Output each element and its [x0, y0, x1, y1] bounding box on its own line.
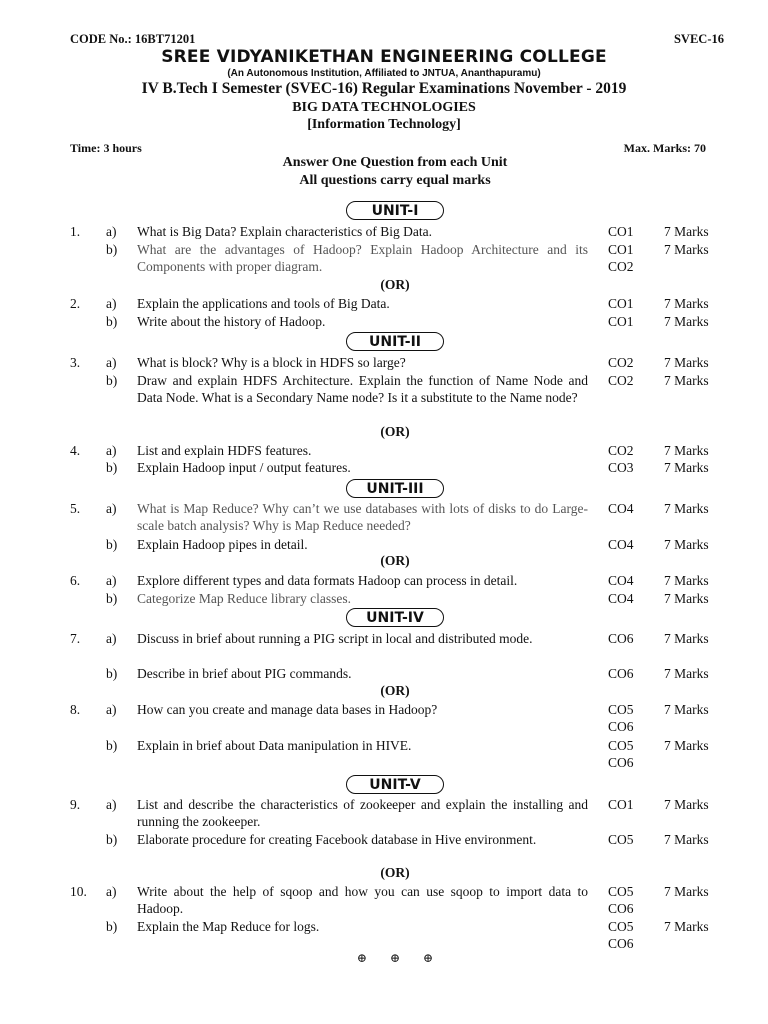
question-text: What is Map Reduce? Why can’t we use databases with lots of disks to do Large-scale batch analysis? Why is Map Reduce needed?: [137, 501, 588, 533]
question-text: Explain Hadoop input / output features.: [137, 460, 351, 475]
course-outcome: CO2: [608, 373, 634, 388]
instruction-equal-marks: All questions carry equal marks: [299, 173, 491, 188]
question-marks: 7 Marks: [664, 884, 709, 899]
subject-title: BIG DATA TECHNOLOGIES: [292, 100, 476, 115]
question-text: Discuss in brief about running a PIG script in local and distributed mode.: [137, 631, 533, 646]
time-marks-row: [70, 141, 706, 156]
question-text: Explain Hadoop pipes in detail.: [137, 537, 308, 552]
question-part: b): [106, 537, 118, 552]
course-outcome: CO5 CO6: [608, 738, 634, 770]
question-part: b): [106, 832, 118, 847]
question-part: b): [106, 919, 118, 934]
course-outcome: CO6: [608, 666, 634, 681]
branch-name: [Information Technology]: [307, 117, 461, 132]
course-outcome: CO5 CO6: [608, 702, 634, 734]
question-part: a): [106, 443, 117, 458]
question-text: Explain in brief about Data manipulation in HIVE.: [137, 738, 412, 753]
question-number: 5.: [70, 501, 81, 516]
question-part: a): [106, 631, 117, 646]
question-text: Explain the applications and tools of Big Data.: [137, 296, 390, 311]
question-part: b): [106, 373, 118, 388]
question-text: Write about the history of Hadoop.: [137, 314, 326, 329]
question-text: Draw and explain HDFS Architecture. Explain the function of Name Node and Data Node. What is a Secondary Name node? Is it a substitute to the Name node?: [137, 373, 588, 405]
question-number: 6.: [70, 573, 81, 588]
course-outcome: CO4: [608, 501, 634, 516]
or-separator: (OR): [380, 553, 410, 568]
question-part: a): [106, 797, 117, 812]
course-outcome: CO1: [608, 797, 634, 812]
question-number: 10.: [70, 884, 87, 899]
question-text: List and describe the characteristics of zookeeper and explain the installing and running the zookeeper.: [137, 797, 588, 829]
course-outcome: CO2: [608, 443, 634, 458]
question-part: a): [106, 224, 117, 239]
unit-heading-1: UNIT-I: [346, 201, 444, 220]
question-marks: 7 Marks: [664, 591, 709, 606]
course-outcome: CO1: [608, 224, 634, 239]
question-marks: 7 Marks: [664, 738, 709, 753]
course-outcome: CO5 CO6: [608, 919, 634, 951]
question-marks: 7 Marks: [664, 573, 709, 588]
end-symbol: ⊕: [356, 951, 367, 965]
question-number: 8.: [70, 702, 81, 717]
header-row: [70, 32, 724, 48]
question-number: 1.: [70, 224, 81, 239]
question-marks: 7 Marks: [664, 296, 709, 311]
unit-heading-3: UNIT-III: [346, 479, 444, 498]
question-text: What is block? Why is a block in HDFS so large?: [137, 355, 406, 370]
question-marks: 7 Marks: [664, 666, 709, 681]
question-paper-code: CODE No.: 16BT71201: [70, 32, 196, 46]
question-part: a): [106, 501, 117, 516]
question-text: Explore different types and data formats Hadoop can process in detail.: [137, 573, 518, 588]
question-text: Explain the Map Reduce for logs.: [137, 919, 320, 934]
question-part: b): [106, 666, 118, 681]
question-part: a): [106, 296, 117, 311]
or-separator: (OR): [380, 277, 410, 292]
question-part: a): [106, 355, 117, 370]
question-part: b): [106, 242, 118, 257]
question-number: 3.: [70, 355, 81, 370]
question-marks: 7 Marks: [664, 373, 709, 388]
question-text: What are the advantages of Hadoop? Explain Hadoop Architecture and its Components with proper diagram.: [137, 242, 588, 274]
question-part: b): [106, 460, 118, 475]
question-marks: 7 Marks: [664, 919, 709, 934]
question-marks: 7 Marks: [664, 242, 709, 257]
question-marks: 7 Marks: [664, 355, 709, 370]
end-symbol: ⊕: [389, 951, 401, 965]
exam-title: IV B.Tech I Semester (SVEC-16) Regular Examinations November - 2019: [141, 80, 627, 97]
question-text: Elaborate procedure for creating Facebook database in Hive environment.: [137, 832, 537, 847]
instruction-one-question: Answer One Question from each Unit: [282, 155, 508, 170]
max-marks: Max. Marks: 70: [623, 141, 706, 155]
question-part: a): [106, 702, 117, 717]
question-number: 4.: [70, 443, 81, 458]
unit-heading-2: UNIT-II: [346, 332, 444, 351]
course-outcome: CO5 CO6: [608, 884, 634, 916]
college-affiliation: (An Autonomous Institution, Affiliated to JNTUA, Ananthapuramu): [227, 68, 541, 79]
course-outcome: CO1: [608, 296, 634, 311]
question-marks: 7 Marks: [664, 537, 709, 552]
unit-heading-4: UNIT-IV: [346, 608, 444, 627]
or-separator: (OR): [380, 683, 410, 698]
or-separator: (OR): [380, 424, 410, 439]
course-outcome: CO2: [608, 355, 634, 370]
course-outcome: CO3: [608, 460, 634, 475]
course-outcome: CO5: [608, 832, 634, 847]
question-text: Describe in brief about PIG commands.: [137, 666, 352, 681]
question-part: a): [106, 573, 117, 588]
question-text: Write about the help of sqoop and how you can use sqoop to import data to Hadoop.: [137, 884, 588, 916]
end-symbol: ⊕: [423, 951, 434, 965]
question-text: List and explain HDFS features.: [137, 443, 312, 458]
course-outcome: CO4: [608, 591, 634, 606]
question-marks: 7 Marks: [664, 224, 709, 239]
question-marks: 7 Marks: [664, 797, 709, 812]
exam-duration: Time: 3 hours: [70, 141, 142, 155]
unit-heading-5: UNIT-V: [346, 775, 444, 794]
question-number: 2.: [70, 296, 81, 311]
question-part: b): [106, 591, 118, 606]
question-marks: 7 Marks: [664, 832, 709, 847]
question-marks: 7 Marks: [664, 501, 709, 516]
question-marks: 7 Marks: [664, 631, 709, 646]
question-marks: 7 Marks: [664, 314, 709, 329]
course-outcome: CO1 CO2: [608, 242, 634, 274]
or-separator: (OR): [380, 865, 410, 880]
regulation-code: SVEC-16: [673, 32, 724, 46]
course-outcome: CO4: [608, 573, 634, 588]
college-name: SREE VIDYANIKETHAN ENGINEERING COLLEGE: [161, 47, 607, 67]
question-part: b): [106, 314, 118, 329]
question-marks: 7 Marks: [664, 460, 709, 475]
question-number: 7.: [70, 631, 81, 646]
course-outcome: CO4: [608, 537, 634, 552]
course-outcome: CO6: [608, 631, 634, 646]
course-outcome: CO1: [608, 314, 634, 329]
question-marks: 7 Marks: [664, 443, 709, 458]
question-marks: 7 Marks: [664, 702, 709, 717]
question-number: 9.: [70, 797, 81, 812]
question-text: What is Big Data? Explain characteristics of Big Data.: [137, 224, 433, 239]
question-text: Categorize Map Reduce library classes.: [137, 591, 352, 606]
question-text: How can you create and manage data bases in Hadoop?: [137, 702, 438, 717]
question-part: b): [106, 738, 118, 753]
end-of-paper-symbols: [0, 951, 768, 966]
question-part: a): [106, 884, 117, 899]
